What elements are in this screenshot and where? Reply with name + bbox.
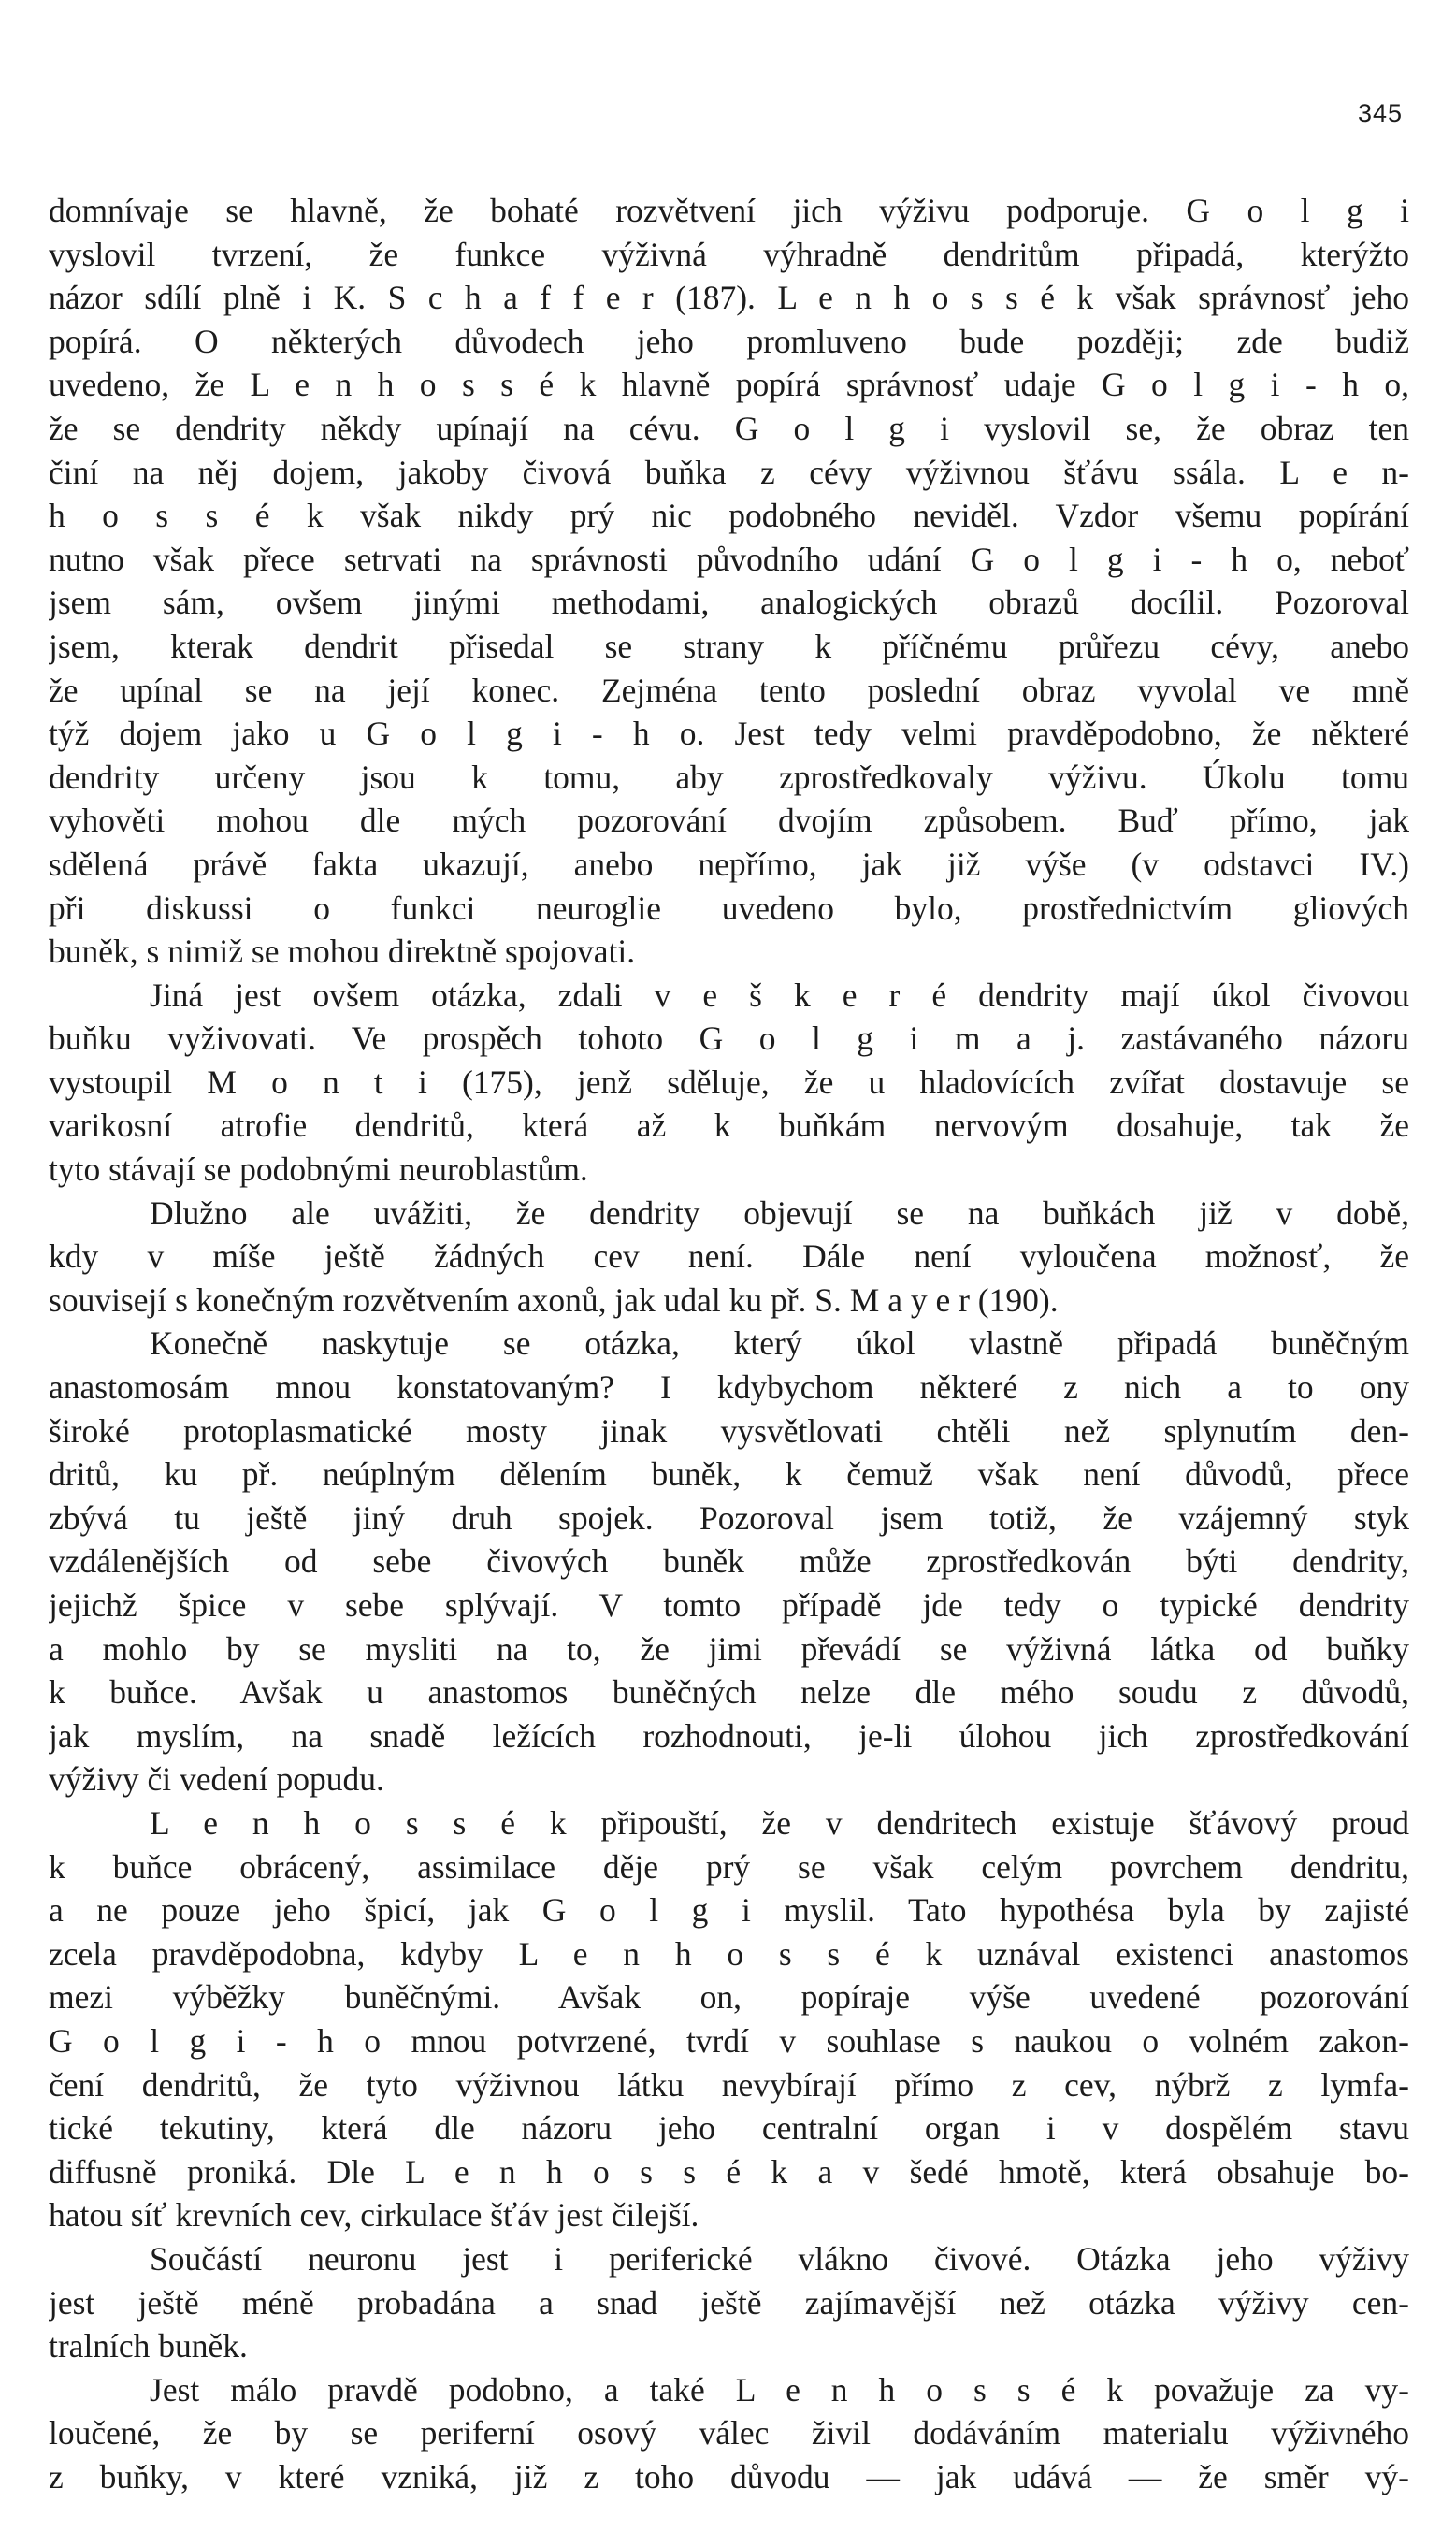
- text-line: diffusně proniká. Dle L e n h o s s é k a v šedé hmotě, která obsahuje bo-: [49, 2152, 1409, 2191]
- page-number: 345: [1357, 99, 1403, 127]
- text-line: h o s s é k však nikdy prý nic podobného neviděl. Vzdor všemu popírání: [49, 497, 1409, 535]
- text-line: L e n h o s s é k připouští, že v dendritech existuje šťávový proud: [150, 1803, 1409, 1842]
- text-line: kdy v míše ještě žádných cev není. Dále není vyloučena možnosť, že: [49, 1237, 1409, 1276]
- text-line: jest ještě méně probadána a snad ještě zajímavější než otázka výživy cen-: [49, 2283, 1409, 2322]
- text-line: a mohlo by se mysliti na to, že jimi převádí se výživná látka od buňky: [49, 1629, 1409, 1668]
- text-line: činí na něj dojem, jakoby čivová buňka z cévy výživnou šťávu ssála. L e n-: [49, 453, 1409, 491]
- text-line: vzdálenějších od sebe čivových buněk může zprostředkován býti dendrity,: [49, 1542, 1409, 1581]
- text-line: výživy či vedení popudu.: [49, 1760, 384, 1799]
- text-line: vyslovil tvrzení, že funkce výživná výhradně dendritům připadá, kterýžto: [49, 235, 1409, 273]
- body-text: [49, 189, 1409, 2498]
- text-line: že upínal se na její konec. Zejména tento poslední obraz vyvolal ve mně: [49, 671, 1409, 709]
- text-line: týž dojem jako u G o l g i - h o. Jest tedy velmi pravděpodobno, že některé: [49, 715, 1409, 753]
- text-line: že se dendrity někdy upínají na cévu. G o l g i vyslovil se, že obraz ten: [49, 409, 1409, 447]
- text-line: Jiná jest ovšem otázka, zdali v e š k e r é dendrity mají úkol čivovou: [150, 976, 1409, 1014]
- text-line: tické tekutiny, která dle názoru jeho centralní organ i v dospělém stavu: [49, 2109, 1409, 2148]
- text-line: tralních buněk.: [49, 2327, 248, 2365]
- text-line: sdělená právě fakta ukazují, anebo nepřímo, jak již výše (v odstavci IV.): [49, 845, 1409, 883]
- text-line: varikosní atrofie dendritů, která až k buňkám nervovým dosahuje, tak že: [49, 1107, 1409, 1145]
- text-line: dritů, ku př. neúplným dělením buněk, k čemuž však není důvodů, přece: [49, 1455, 1409, 1494]
- text-line: dendrity určeny jsou k tomu, aby zprostředkovaly výživu. Úkolu tomu: [49, 758, 1409, 796]
- text-line: popírá. O některých důvodech jeho promluveno bude později; zde budiž: [49, 322, 1409, 360]
- text-line: zbývá tu ještě jiný druh spojek. Pozoroval jsem totiž, že vzájemný styk: [49, 1498, 1409, 1537]
- text-line: čení dendritů, že tyto výživnou látku nevybírají přímo z cev, nýbrž z lymfa-: [49, 2065, 1409, 2104]
- text-line: k buňce obrácený, assimilace děje prý se však celým povrchem dendritu,: [49, 1847, 1409, 1886]
- text-line: jsem sám, ovšem jinými methodami, analogických obrazů docílil. Pozoroval: [49, 584, 1409, 622]
- text-line: G o l g i - h o mnou potvrzené, tvrdí v souhlase s naukou o volném zakon-: [49, 2021, 1409, 2060]
- text-line: vyhověti mohou dle mých pozorování dvojím způsobem. Buď přímo, jak: [49, 802, 1409, 840]
- text-line: jsem, kterak dendrit přisedal se strany k příčnému průřezu cévy, anebo: [49, 627, 1409, 665]
- text-line: buněk, s nimiž se mohou direktně spojovati.: [49, 933, 636, 971]
- text-line: anastomosám mnou konstatovaným? I kdybychom některé z nich a to ony: [49, 1368, 1409, 1407]
- text-line: široké protoplasmatické mosty jinak vysvětlovati chtěli než splynutím den-: [49, 1411, 1409, 1450]
- text-line: buňku vyživovati. Ve prospěch tohoto G o l g i m a j. zastávaného názoru: [49, 1020, 1409, 1058]
- text-line: Konečně naskytuje se otázka, který úkol vlastně připadá buněčným: [150, 1324, 1409, 1363]
- text-line: vystoupil M o n t i (175), jenž sděluje, že u hladovících zvířat dostavuje se: [49, 1063, 1409, 1101]
- text-line: z buňky, v které vzniká, již z toho důvodu — jak udává — že směr vý-: [49, 2457, 1409, 2495]
- text-line: hatou síť krevních cev, cirkulace šťáv jest čilejší.: [49, 2196, 699, 2235]
- text-line: mezi výběžky buněčnými. Avšak on, popíraje výše uvedené pozorování: [49, 1978, 1409, 2017]
- text-line: souvisejí s konečným rozvětvením axonů, jak udal ku př. S. M a y e r (190).: [49, 1280, 1059, 1319]
- text-line: tyto stávají se podobnými neuroblastům.: [49, 1150, 588, 1189]
- text-line: jejichž špice v sebe splývají. V tomto případě jde tedy o typické dendrity: [49, 1586, 1409, 1624]
- text-line: uvedeno, že L e n h o s s é k hlavně popírá správnosť udaje G o l g i - h o,: [49, 366, 1409, 404]
- text-line: k buňce. Avšak u anastomos buněčných nelze dle mého soudu z důvodů,: [49, 1673, 1409, 1712]
- text-line: zcela pravděpodobna, kdyby L e n h o s s é k uznával existenci anastomos: [49, 1934, 1409, 1973]
- text-line: při diskussi o funkci neuroglie uvedeno bylo, prostřednictvím gliových: [49, 889, 1409, 927]
- text-line: loučené, že by se periferní osový válec živil dodáváním materialu výživného: [49, 2414, 1409, 2452]
- text-line: názor sdílí plně i K. S c h a f f e r (187). L e n h o s s é k však správnosť jeho: [49, 279, 1409, 317]
- text-line: nutno však přece setrvati na správnosti původního udání G o l g i - h o, neboť: [49, 540, 1409, 578]
- text-line: Dlužno ale uvážiti, že dendrity objevují se na buňkách již v době,: [150, 1193, 1409, 1232]
- text-line: Součástí neuronu jest i periferické vlákno čivové. Otázka jeho výživy: [150, 2239, 1409, 2278]
- text-line: domnívaje se hlavně, že bohaté rozvětvení jich výživu podporuje. G o l g i: [49, 192, 1409, 229]
- text-line: Jest málo pravdě podobno, a také L e n h o s s é k považuje za vy-: [150, 2370, 1409, 2409]
- text-line: a ne pouze jeho špicí, jak G o l g i myslil. Tato hypothésa byla by zajisté: [49, 1891, 1409, 1930]
- text-line: jak myslím, na snadě ležících rozhodnouti, je-li úlohou jich zprostředkování: [49, 1716, 1409, 1755]
